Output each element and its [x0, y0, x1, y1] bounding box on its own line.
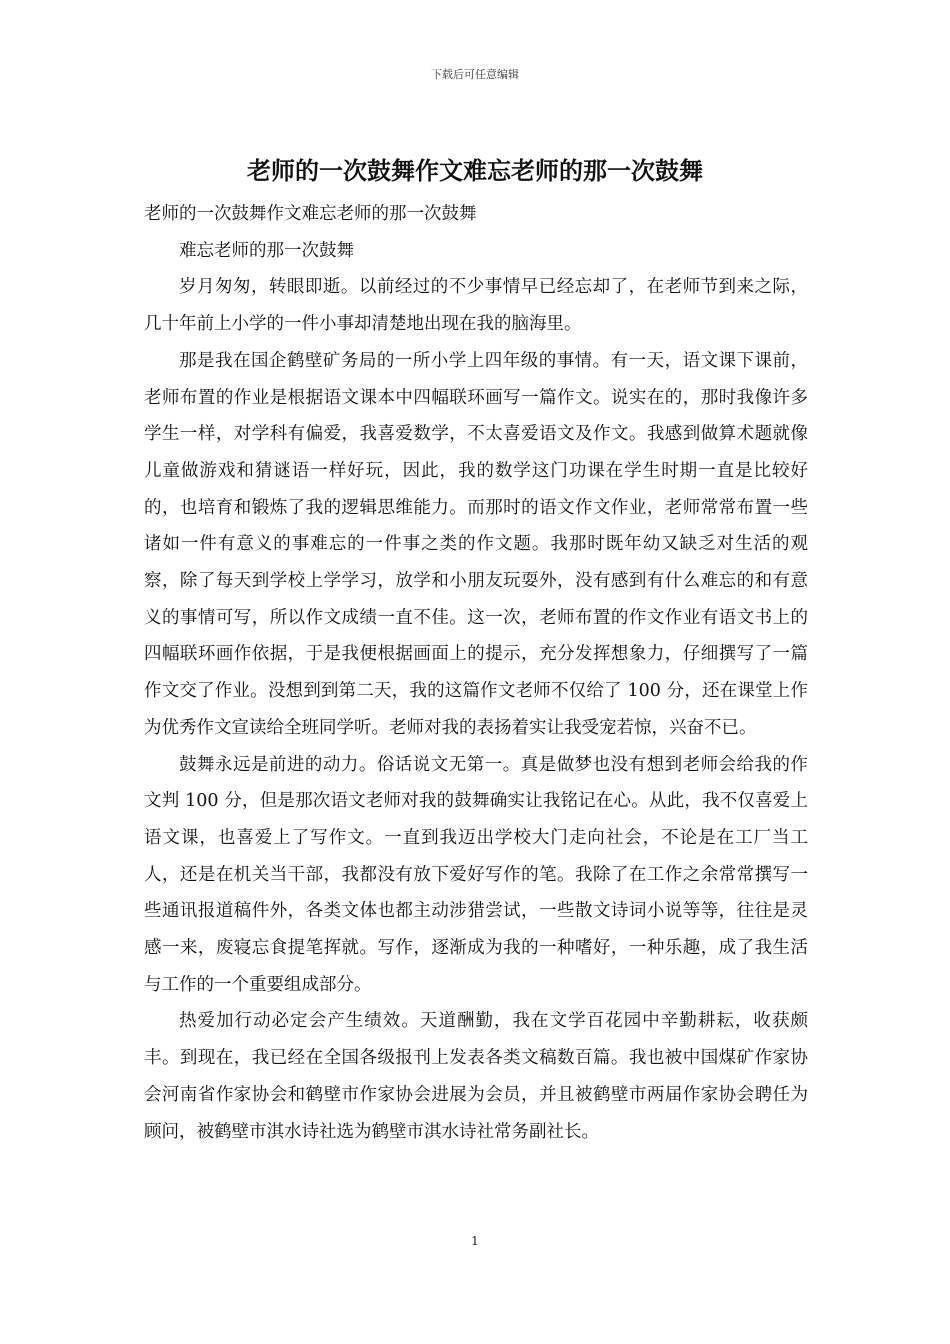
paragraph: 岁月匆匆，转眼即逝。以前经过的不少事情早已经忘却了，在老师节到来之际，几十年前上小学的一件小事却清楚地出现在我的脑海里。 — [144, 277, 808, 335]
document-subtitle: 老师的一次鼓舞作文难忘老师的那一次鼓舞 — [144, 204, 477, 224]
page-header: 下载后可任意编辑 — [431, 68, 519, 81]
document-body — [144, 196, 808, 1150]
paragraph: 那是我在国企鹤壁矿务局的一所小学上四年级的事情。有一天，语文课下课前，老师布置的作业是根据语文课本中四幅联环画写一篇作文。说实在的，那时我像许多学生一样，对学科有偏爱，我喜爱数学，不太喜爱语文及作文。我感到做算术题就像儿童做游戏和猜谜语一样好玩，因此，我的数学这门功课在学生时期一直是比较好的，也培育和锻炼了我的逻辑思维能力。而那时的语文作文作业，老师常常布置一些诸如一件有意义的事难忘的一件事之类的作文题。我那时既年幼又缺乏对生活的观察，除了每天到学校上学学习，放学和小朋友玩耍外，没有感到有什么难忘的和有意义的事情可写，所以作文成绩一直不佳。这一次，老师布置的作文作业有语文书上的四幅联环画作依据，于是我便根据画面上的提示，充分发挥想象力，仔细撰写了一篇作文交了作业。没想到到第二天，我的这篇作文老师不仅给了 100 分，还在课堂上作为优秀作文宣读给全班同学听。老师对我的表扬着实让我受宠若惊，兴奋不已。 — [144, 350, 808, 738]
paragraph: 热爱加行动必定会产生绩效。天道酬勤，我在文学百花园中辛勤耕耘，收获颇丰。到现在，我已经在全国各级报刊上发表各类文稿数百篇。我也被中国煤矿作家协会河南省作家协会和鹤壁市作家协会进展为会员，并且被鹤壁市两届作家协会聘任为顾问，被鹤壁市淇水诗社选为鹤壁市淇水诗社常务副社长。 — [144, 1011, 808, 1142]
page-number: 1 — [471, 1234, 479, 1248]
document-title: 老师的一次鼓舞作文难忘老师的那一次鼓舞 — [247, 156, 703, 185]
paragraph-heading: 难忘老师的那一次鼓舞 — [179, 240, 354, 261]
paragraph: 鼓舞永远是前进的动力。俗话说文无第一。真是做梦也没有想到老师会给我的作文判 100 分，但是那次语文老师对我的鼓舞确实让我铭记在心。从此，我不仅喜爱上语文课，也喜爱上了写作文。一直到我迈出学校大门走向社会，不论是在工厂当工人，还是在机关当干部，我都没有放下爱好写作的笔。我除了在工作之余常常撰写一些通讯报道稿件外，各类文体也都主动涉猎尝试，一些散文诗词小说等等，往往是灵感一来，废寝忘食提笔挥就。写作，逐渐成为我的一种嗜好，一种乐趣，成了我生活与工作的一个重要组成部分。 — [144, 754, 808, 995]
